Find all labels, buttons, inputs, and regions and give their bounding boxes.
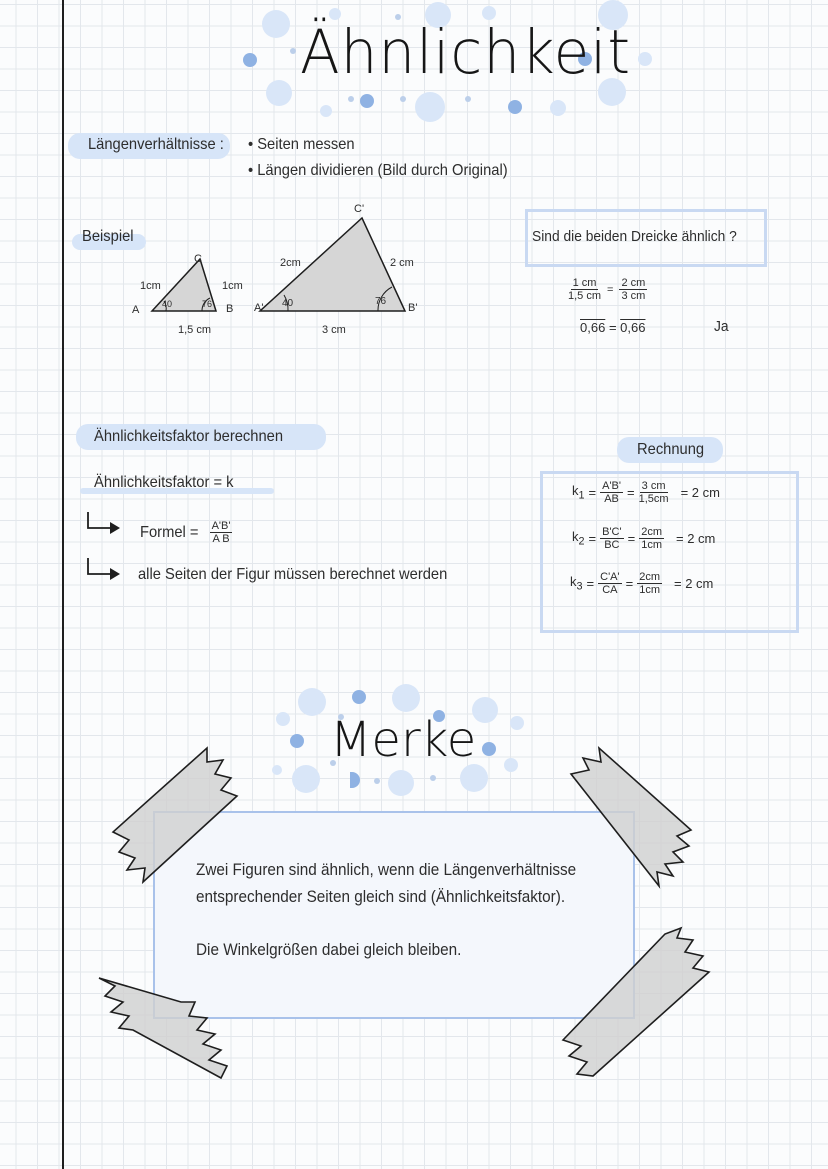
large-side-ac: 2cm [280,257,301,269]
rechnung-label: Rechnung [637,441,705,458]
page-title: Ähnlichkeit [300,16,632,88]
large-vertex-c: C' [354,203,365,215]
arrow-2-icon [88,558,110,574]
tape-decoration [95,740,735,1080]
merke-line-1: Zwei Figuren sind ähnlich, wenn die Längenverhältnisse [196,860,577,879]
margin-line [62,0,64,1169]
decimal-equation: 0,66 = 0,66 [580,320,646,335]
large-angle-a: 40 [282,298,294,309]
large-side-bc: 2 cm [390,257,414,269]
calc-row-k2: $k_2$ = $\frac{B'C'}{BC}$ = $\frac{2cm}{1cm}$ = 2 cm [572,526,716,551]
arrow-1-icon [88,512,110,528]
similarity-answer: Ja [714,318,729,335]
small-angle-a: 40 [162,299,173,309]
small-vertex-b: B [226,303,234,315]
small-vertex-c: C [194,253,202,265]
tape-bottom-left [99,978,227,1078]
small-side-ab: 1,5 cm [178,324,212,336]
ratio-right-fraction: $\frac{2 cm}{3 cm}$ [621,277,646,302]
similarity-question: Sind die beiden Dreicke ähnlich ? [532,228,737,245]
tape-top-right [571,748,691,886]
triangle-diagram [120,195,440,345]
ratio-left-fraction: $\frac{1 cm}{1,5 cm}$ [568,277,602,302]
laengen-bullet-2: • Längen dividieren (Bild durch Original) [248,162,508,179]
faktor-heading: Ähnlichkeitsfaktor berechnen [94,428,284,445]
small-vertex-a: A [132,304,140,316]
calc-row-k3: $k_3$ = $\frac{C'A'}{CA}$ = $\frac{2cm}{1cm}$ = 2 cm [570,571,714,596]
small-side-ac: 1cm [140,280,161,292]
small-angle-b: 76 [202,299,213,309]
arrows [80,510,130,590]
formel: Formel = $\frac{A'B'}{\text{A B}}$ [140,520,231,545]
laengen-heading: Längenverhältnisse : [88,136,224,153]
faktor-note: alle Seiten der Figur müssen berechnet werden [138,566,448,583]
tape-bottom-right [563,928,709,1076]
merke-title: Merke [330,712,477,768]
large-vertex-b: B' [408,302,418,314]
merke-line-2: entsprechender Seiten gleich sind (Ähnlichkeitsfaktor). [196,887,566,906]
laengen-bullet-1: • Seiten messen [248,136,355,153]
merke-line-3: Die Winkelgrößen dabei gleich bleiben. [196,940,462,959]
large-angle-b: 76 [375,296,387,307]
large-vertex-a: A' [254,302,264,314]
large-side-ab: 3 cm [322,324,346,336]
faktor-definition: Ähnlichkeitsfaktor = k [94,474,234,491]
calc-row-k1: $k_1$ = $\frac{A'B'}{AB}$ = $\frac{3 cm}{1,5cm}$ = 2 cm [572,480,720,505]
small-side-bc: 1cm [222,280,243,292]
formel-fraction: $\frac{A'B'}{\text{A B}}$ [211,520,231,545]
beispiel-label: Beispiel [82,228,134,245]
ratio-equation: $\frac{1 cm}{1,5 cm}$ = $\frac{2 cm}{3 cm}$ [568,277,646,302]
